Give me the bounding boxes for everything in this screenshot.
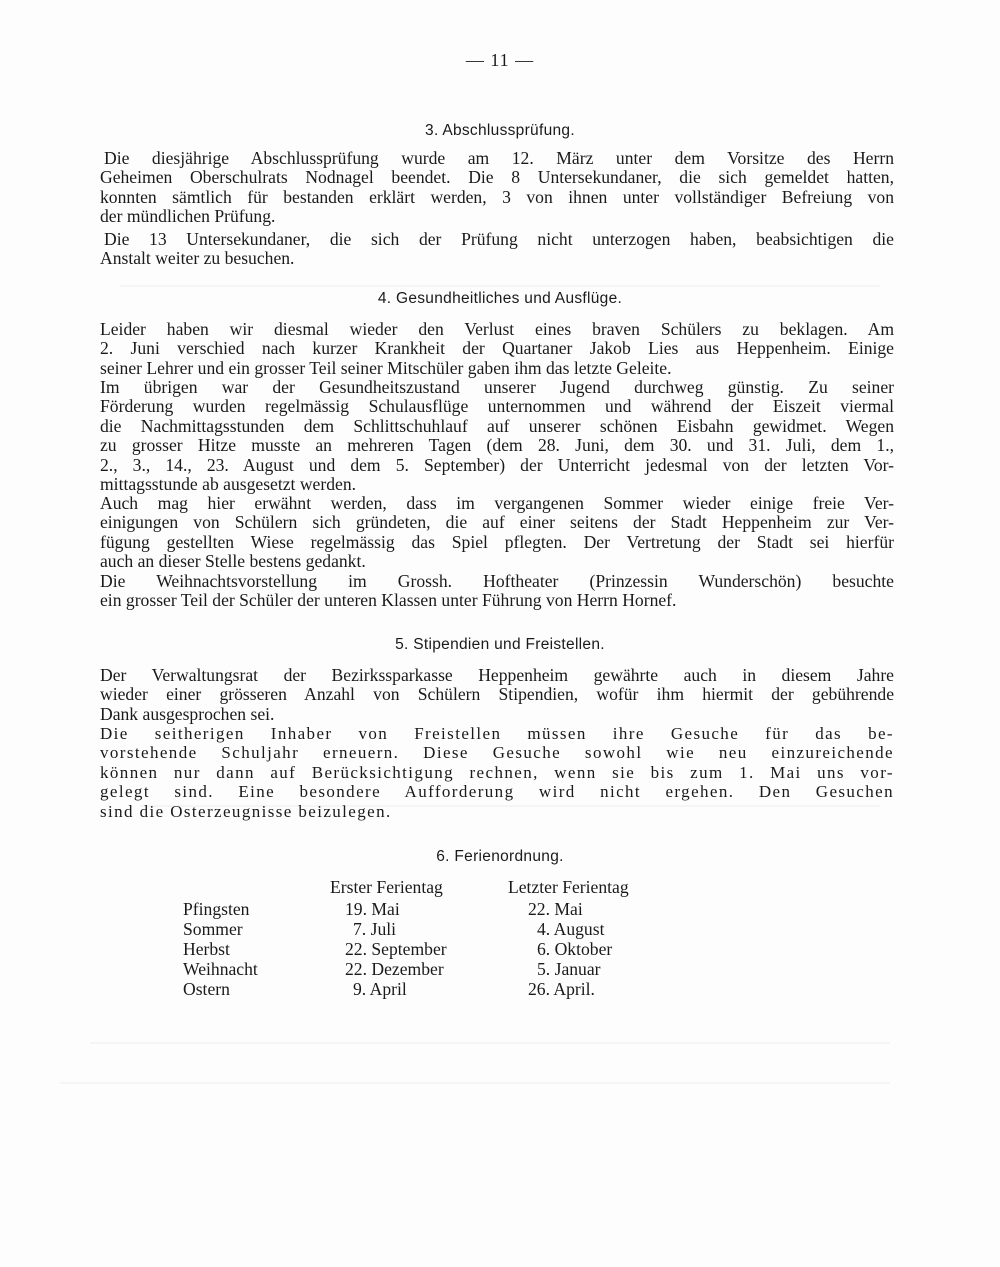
paragraph: [100, 149, 894, 227]
section-heading-abschlusspruefung: 3. Abschlussprüfung.: [425, 122, 575, 139]
text-line: sind die Osterzeugnisse beizulegen.: [100, 801, 392, 821]
text-line: Die diesjährige Abschlussprüfung wurde am 12. März unter dem Vorsitze des Herrn: [104, 148, 894, 168]
paragraph: [100, 378, 894, 494]
table-cell: 7. Juli: [353, 919, 397, 939]
text-line: können nur dann auf Berücksichtigung rechnen, wenn sie bis zum 1. Mai uns vor-: [100, 762, 894, 782]
table-cell: 6. Oktober: [537, 939, 613, 959]
page-number: — 11 —: [465, 50, 535, 70]
paragraph: [100, 572, 894, 611]
table-row-label: Ostern: [183, 979, 230, 999]
text-line: Die Weihnachtsvorstellung im Grossh. Hoftheater (Prinzessin Wunderschön) besuchte: [100, 571, 894, 591]
paragraph: [100, 494, 894, 572]
text-line: 2. Juni verschied nach kurzer Krankheit der Quartaner Jakob Lies aus Heppenheim. Einige: [100, 338, 894, 359]
text-line: die Nachmittagsstunden dem Schlittschuhlauf auf unserer schönen Eisbahn gewidmet. Wegen: [100, 415, 894, 436]
text-line: fügung gestellten Wiese regelmässig das Spiel pflegten. Der Vertretung der Stadt sei hierfür: [100, 531, 894, 552]
section-heading-gesundheitliches: 4. Gesundheitliches und Ausflüge.: [377, 290, 623, 307]
paragraph-spaced: [100, 724, 894, 821]
text-line: Anstalt weiter zu besuchen.: [100, 248, 295, 269]
section-heading-stipendien: 5. Stipendien und Freistellen.: [395, 636, 605, 653]
text-line: gelegt sind. Eine besondere Aufforderung wird nicht ergehen. Den Gesuchen: [100, 782, 894, 802]
table-cell: 22. Mai: [528, 899, 583, 919]
text-line: einigungen von Schülern sich gründeten, die auf einer seitens der Stadt Heppenheim zur Ver-: [100, 512, 894, 533]
table-cell: 9. April: [353, 979, 407, 999]
table-row-label: Herbst: [183, 939, 230, 959]
text-line: zu grosser Hitze musste an mehreren Tagen (dem 28. Juni, dem 30. und 31. Juli, dem 1.,: [100, 435, 894, 456]
text-line: Die seitherigen Inhaber von Freistellen müssen ihre Gesuche für das be-: [100, 724, 894, 743]
paragraph: [100, 666, 894, 724]
text-line: der mündlichen Prüfung.: [100, 206, 276, 227]
table-cell: 19. Mai: [345, 899, 400, 919]
table-cell: 22. September: [345, 939, 447, 959]
text-line: Im übrigen war der Gesundheitszustand unserer Jugend durchweg günstig. Zu seiner: [100, 377, 894, 397]
table-header-last-day: Letzter Ferientag: [508, 877, 629, 897]
table-cell: 5. Januar: [537, 959, 601, 979]
section-heading-ferienordnung: 6. Ferienordnung.: [436, 848, 564, 865]
text-line: Der Verwaltungsrat der Bezirkssparkasse Heppenheim gewährte auch in diesem Jahre: [100, 665, 894, 685]
text-line: konnten sämtlich für bestanden erklärt werden, 3 von ihnen unter vollständiger Befreiung von: [100, 186, 894, 207]
text-line: mittagsstunde ab ausgesetzt werden.: [100, 474, 357, 495]
table-cell: 4. August: [537, 919, 605, 939]
paragraph: [100, 320, 894, 378]
text-line: auch an dieser Stelle bestens gedankt.: [100, 551, 366, 572]
table-header-first-day: Erster Ferientag: [330, 877, 443, 897]
table-row-label: Pfingsten: [183, 899, 250, 919]
text-line: wieder einer grösseren Anzahl von Schülern Stipendien, wofür ihm hiermit der gebührende: [100, 684, 894, 705]
text-line: Geheimen Oberschulrats Nodnagel beendet. Die 8 Untersekundaner, die sich gemeldet hatten,: [100, 167, 894, 188]
text-line: Auch mag hier erwähnt werden, dass im vergangenen Sommer wieder einige freie Ver-: [100, 493, 894, 513]
table-row-label: Sommer: [183, 919, 243, 939]
table-cell: 22. Dezember: [345, 959, 444, 979]
text-line: Dank ausgesprochen sei.: [100, 703, 275, 724]
table-cell: 26. April.: [528, 979, 595, 999]
text-line: Die 13 Untersekundaner, die sich der Prüfung nicht unterzogen haben, beabsichtigen die: [104, 229, 894, 249]
text-line: Leider haben wir diesmal wieder den Verlust eines braven Schülers zu beklagen. Am: [100, 319, 894, 339]
text-line: ein grosser Teil der Schüler der unteren Klassen unter Führung von Herrn Hornef.: [100, 590, 677, 611]
text-line: Förderung wurden regelmässig Schulausflüge unternommen und während der Eiszeit viermal: [100, 396, 894, 417]
text-line: seiner Lehrer und ein grosser Teil seiner Mitschüler gaben ihm das letzte Geleite.: [100, 357, 672, 378]
text-line: 2., 3., 14., 23. August und dem 5. September) der Unterricht jedesmal von der letzten Vor-: [100, 454, 894, 475]
table-row-label: Weihnacht: [183, 959, 258, 979]
text-line: vorstehende Schuljahr erneuern. Diese Gesuche sowohl wie neu einzureichende: [100, 743, 894, 763]
paragraph: [100, 230, 894, 269]
